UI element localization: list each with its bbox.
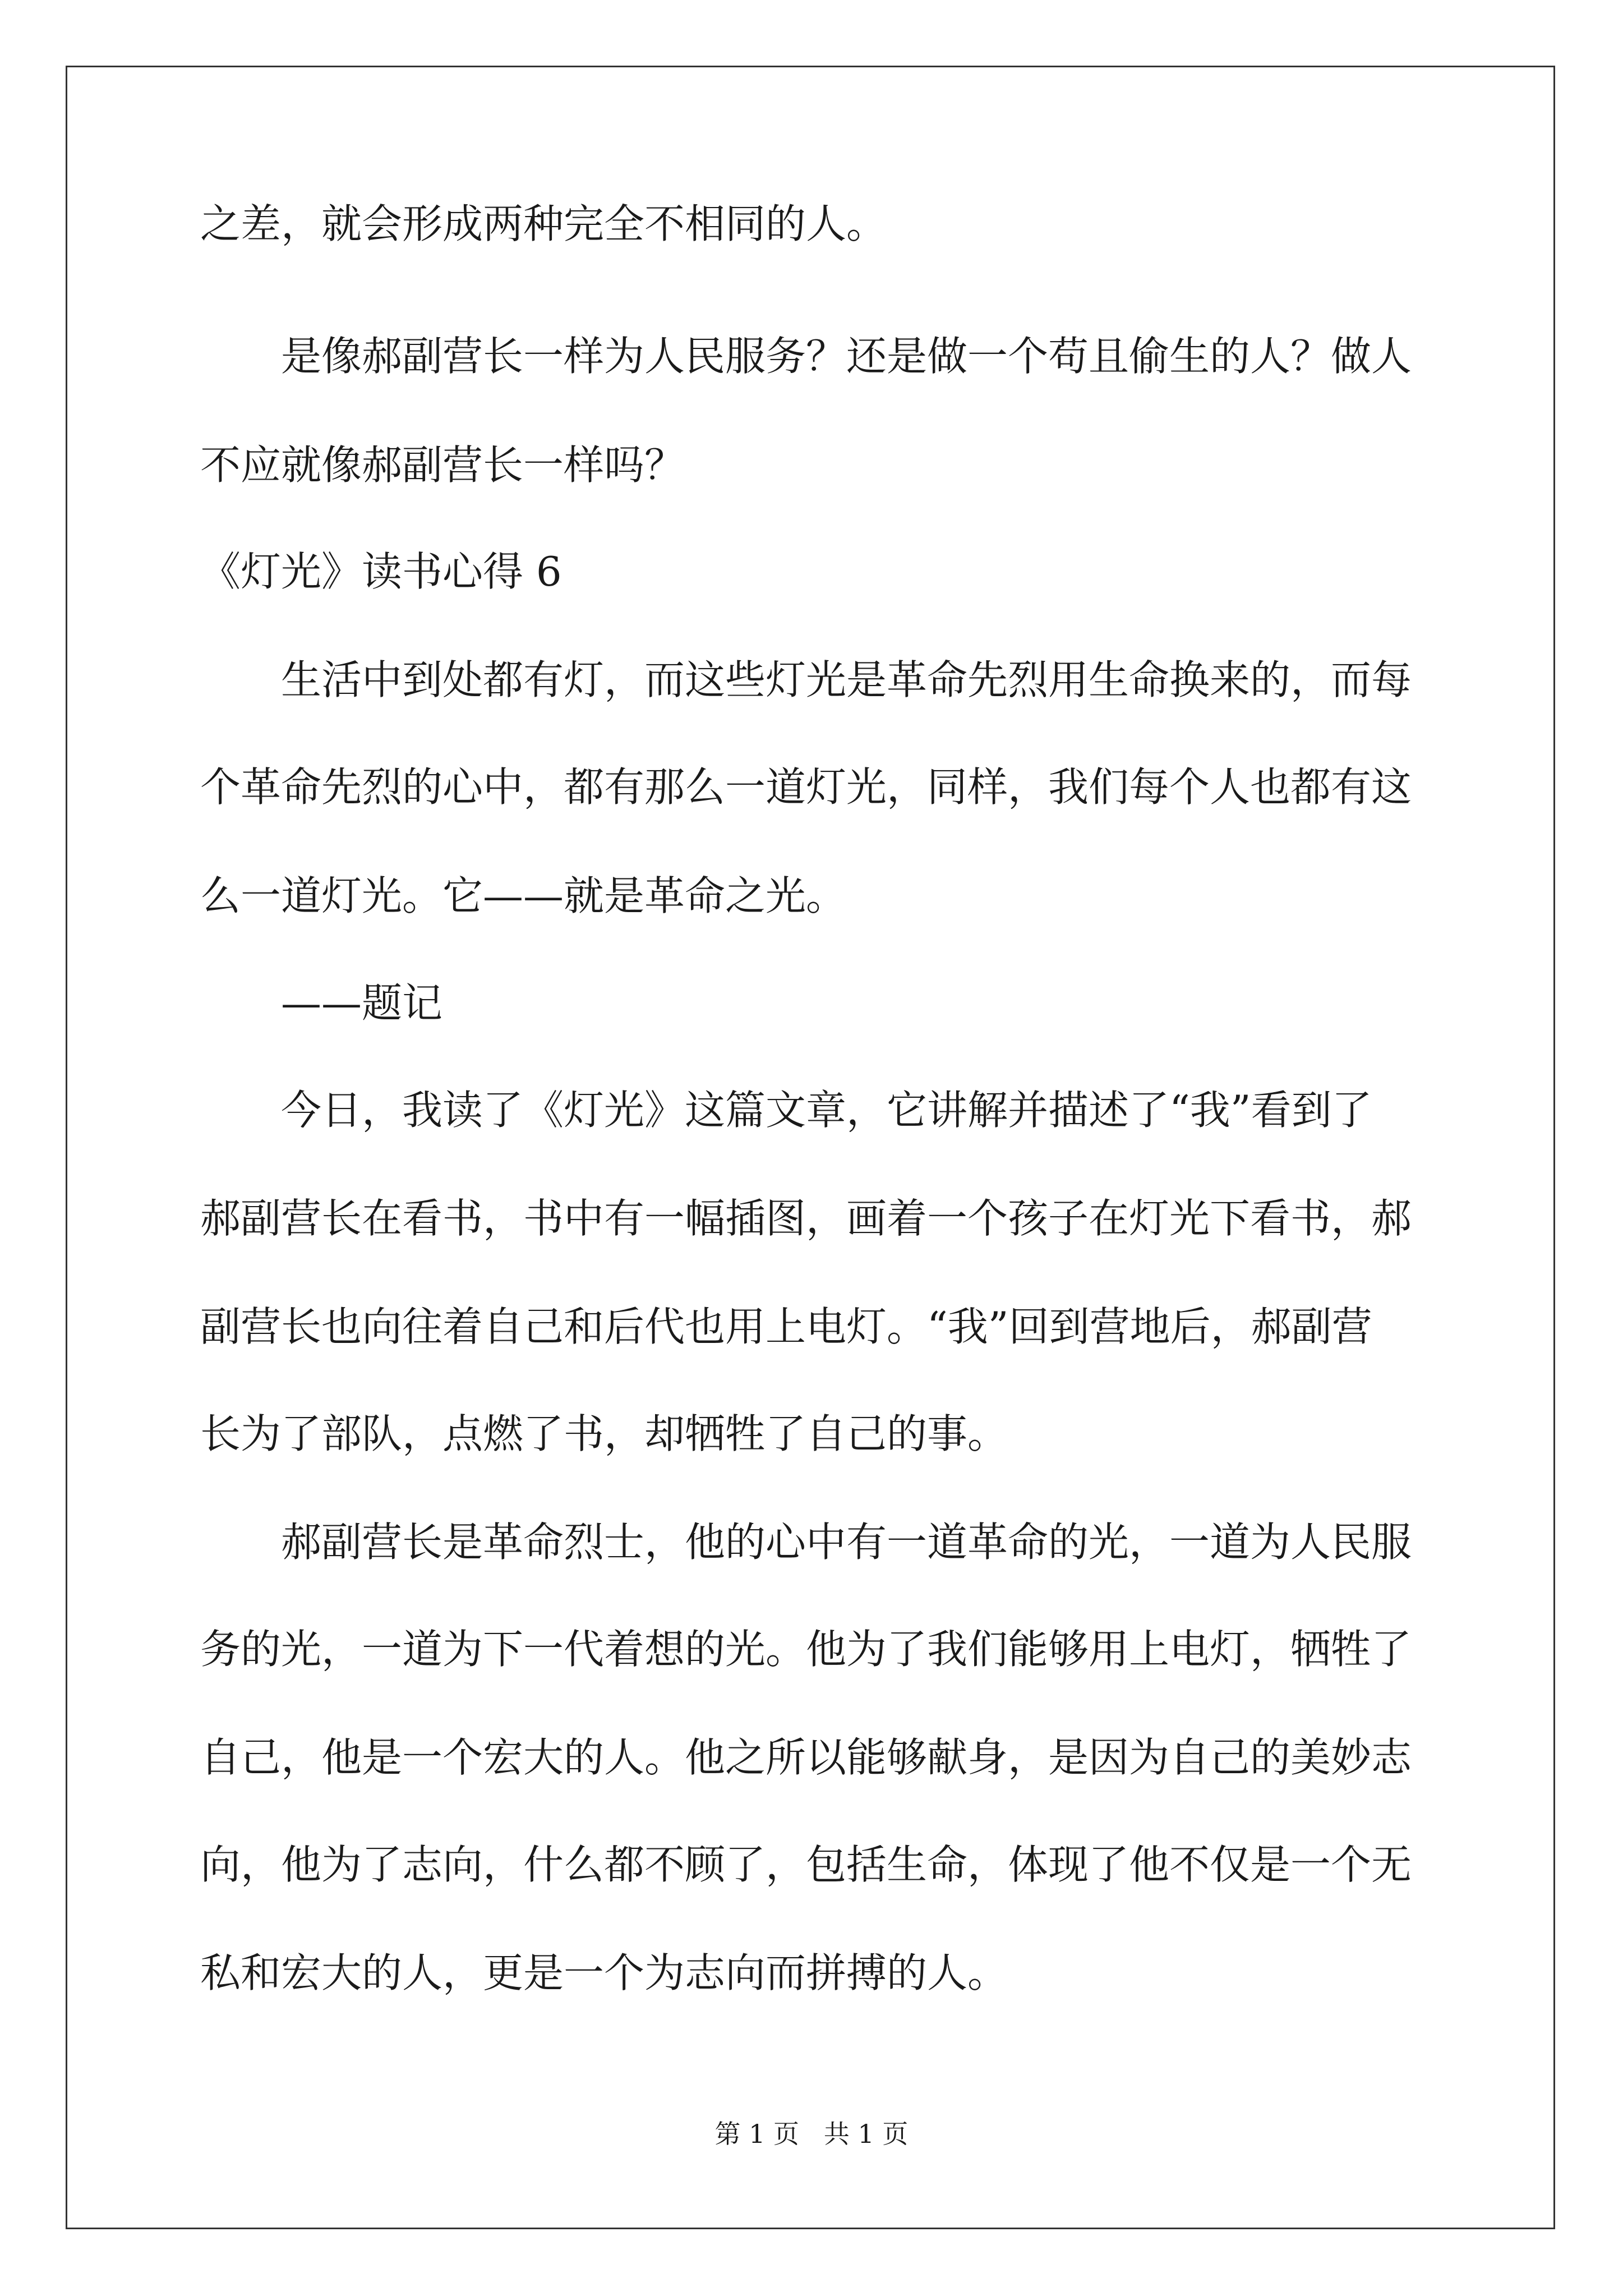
text-line: 私和宏大的人，更是一个为志向而拼搏的人。	[200, 1949, 1008, 1996]
text-line: 郝副营长在看书，书中有一幅插图，画着一个孩子在灯光下看书，郝	[200, 1195, 1412, 1242]
text-line: 个革命先烈的心中，都有那么一道灯光，同样，我们每个人也都有这	[200, 763, 1412, 811]
text-line: 向，他为了志向，什么都不顾了，包括生命，体现了他不仅是一个无	[200, 1841, 1412, 1888]
text-line: 生活中到处都有灯，而这些灯光是革命先烈用生命换来的，而每	[281, 656, 1412, 703]
page-number-footer: 第 1 页 共 1 页	[714, 2119, 909, 2149]
text-line: 长为了部队，点燃了书，却牺牲了自己的事。	[200, 1410, 1008, 1457]
text-line: 么一道灯光。它——就是革命之光。	[200, 872, 847, 919]
epigraph-line: ——题记	[281, 979, 443, 1027]
text-line: 务的光，一道为下一代着想的光。他为了我们能够用上电灯，牺牲了	[200, 1626, 1412, 1673]
text-line: 是像郝副营长一样为人民服务？还是做一个苟且偷生的人？做人	[281, 333, 1412, 380]
text-line: 今日，我读了《灯光》这篇文章，它讲解并描述了“我”看到了	[281, 1087, 1372, 1134]
text-line: 郝副营长是革命烈士，他的心中有一道革命的光，一道为人民服	[281, 1519, 1412, 1566]
text-line: 副营长也向往着自己和后代也用上电灯。“我”回到营地后，郝副营	[200, 1303, 1372, 1350]
page-border	[66, 66, 1555, 2229]
section-heading: 《灯光》读书心得 6	[200, 548, 562, 595]
text-line: 不应就像郝副营长一样吗？	[200, 441, 685, 489]
text-line: 之差，就会形成两种完全不相同的人。	[200, 200, 887, 247]
text-line: 自己，他是一个宏大的人。他之所以能够献身，是因为自己的美妙志	[200, 1734, 1412, 1781]
